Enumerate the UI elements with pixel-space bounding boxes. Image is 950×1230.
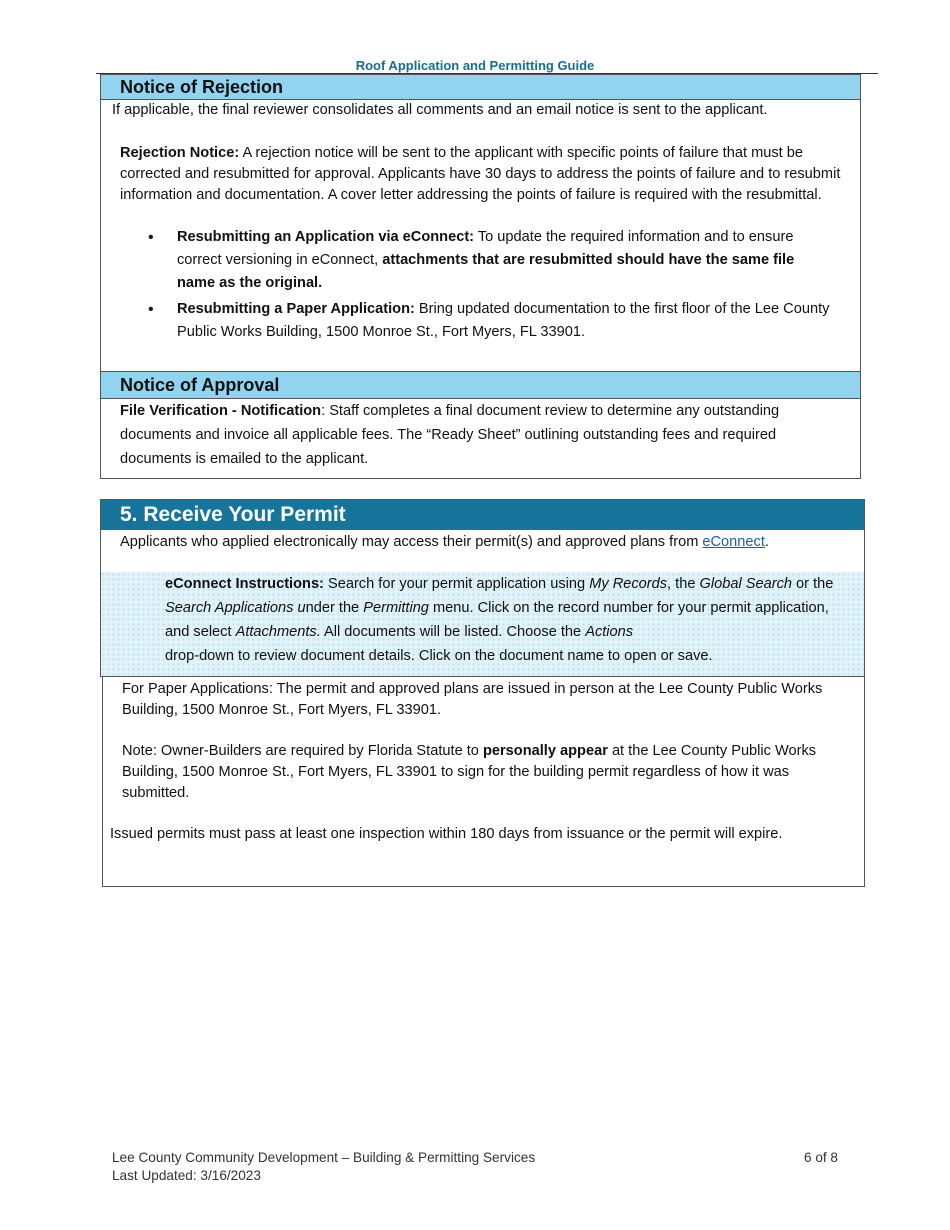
receive-intro-text: Applicants who applied electronically may access their permit(s) and approved plans from (120, 534, 703, 550)
rejection-notice-label: Rejection Notice: (120, 145, 240, 161)
instructions-text: , the (667, 576, 700, 592)
econnect-instructions-label: eConnect Instructions: (165, 576, 324, 592)
receive-permit-heading: 5. Receive Your Permit (101, 500, 864, 530)
note-emphasis: personally appear (482, 743, 608, 759)
note-text: Note: Owner-Builders are required by Florida Statute to (122, 743, 483, 759)
list-item (100, 298, 830, 344)
my-records-term: My Records (589, 576, 668, 592)
permitting-term: Permitting (363, 600, 429, 616)
econnect-link[interactable]: eConnect (702, 534, 765, 550)
approval-text (120, 399, 850, 471)
instructions-text: All documents will be listed. Choose the (320, 624, 586, 640)
receive-intro-period: . (764, 534, 769, 550)
rejection-intro: If applicable, the final reviewer consolidates all comments and an email notice is sent to the applicant. (112, 102, 768, 118)
global-search-term: Global Search (699, 576, 792, 592)
rejection-heading: Notice of Rejection (101, 75, 860, 100)
owner-builder-note (122, 741, 847, 804)
approval-label: File Verification - Notification (120, 403, 322, 419)
instructions-text: menu. Click on the record number for your permit application, and select (165, 600, 829, 640)
approval-body: : Staff completes a final document review to determine any outstanding documents and invoice all applicable fees. The “Ready Sheet” outlining outstanding fees and required documents is emailed to the applicant. (120, 403, 780, 467)
instructions-text: drop-down to review document details. Click on the document name to open or save. (165, 648, 713, 664)
bullet-text: Bring updated documentation to the first floor of the Lee County Public Works Building, 1500 Monroe St., Fort Myers, FL 33901. (177, 301, 830, 340)
search-applications-term: Search Applications u (165, 600, 306, 616)
instructions-text: or the (791, 576, 834, 592)
rejection-notice (120, 143, 850, 206)
paper-applications-text: For Paper Applications: The permit and approved plans are issued in person at the Lee County Public Works Building, 1500 Monroe St., Fort Myers, FL 33901. (122, 681, 823, 718)
actions-term: Actions (585, 624, 634, 640)
bullet-label: Resubmitting an Application via eConnect: (177, 229, 475, 245)
rejection-notice-text: A rejection notice will be sent to the applicant with specific points of failure that must be corrected and resubmitted for approval. Applicants have 30 days to address the points of failure and to resubmit information and documentation. A cover letter addressing the points of failure is required with the resubmittal. (120, 145, 841, 203)
instructions-text: nder the (305, 600, 364, 616)
page-number: 6 of 8 (803, 1150, 838, 1165)
issued-permits-text: Issued permits must pass at least one inspection within 180 days from issuance or the permit will expire. (110, 826, 783, 842)
econnect-instructions (165, 572, 855, 668)
attachments-term: Attachments. (235, 624, 321, 640)
footer-org: Lee County Community Development – Building & Permitting Services (112, 1150, 536, 1165)
bullet-bold-text: attachments that are resubmitted should have the same file name as the original. (177, 252, 795, 291)
note-text: at the Lee County Public Works Building, 1500 Monroe St., Fort Myers, FL 33901 to sign for the building permit regardless of how it was submitted. (122, 743, 817, 801)
bullet-label: Resubmitting a Paper Application: (177, 301, 415, 317)
instructions-text: Search for your permit application using (323, 576, 590, 592)
list-item (100, 226, 830, 295)
receive-intro (120, 532, 860, 553)
footer-updated: Last Updated: 3/16/2023 (112, 1168, 261, 1183)
resubmit-list (100, 226, 830, 347)
approval-heading: Notice of Approval (101, 372, 860, 399)
bullet-text: To update the required information and to ensure correct versioning in eConnect, (177, 229, 794, 268)
document-header-title: Roof Application and Permitting Guide (355, 58, 595, 73)
